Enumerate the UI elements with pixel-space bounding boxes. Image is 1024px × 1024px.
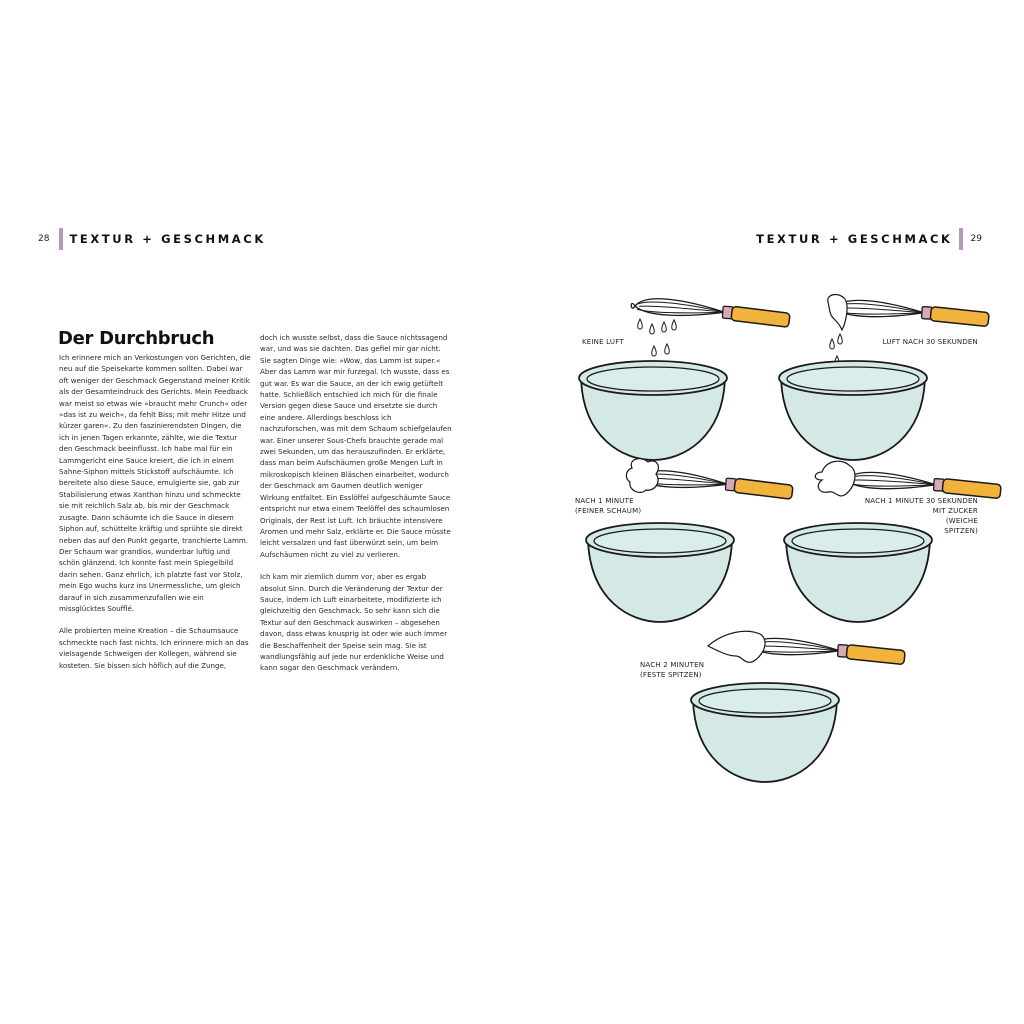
stiff-peaks-foam (708, 631, 765, 662)
whisk-icon (830, 299, 990, 327)
left-page-number: 28 (38, 234, 50, 244)
fine-foam (626, 459, 658, 493)
illustration-label-1min (575, 496, 641, 516)
label-line: (WEICHE (945, 517, 978, 525)
whisk-icon (842, 471, 1002, 499)
bowl-icon (586, 523, 734, 622)
foam-blob (828, 295, 847, 330)
label-line: KEINE LUFT (582, 338, 624, 346)
label-line: LUFT NACH 30 SEKUNDEN (882, 338, 978, 346)
bowl-icon (784, 523, 932, 622)
bowl-icon (779, 361, 927, 460)
illustration-label-no-air (582, 337, 624, 347)
illustration-label-1min30 (865, 496, 978, 536)
whisk-icon (746, 637, 906, 665)
article-headline: Der Durchbruch (58, 328, 215, 349)
left-running-title: TEXTUR + GESCHMACK (69, 232, 266, 246)
label-line: (FEINER SCHAUM) (575, 507, 642, 515)
right-running-title: TEXTUR + GESCHMACK (756, 232, 953, 246)
label-line: NACH 1 MINUTE 30 SEKUNDEN (864, 497, 978, 505)
paragraph: doch ich wusste selbst, dass die Sauce nichtssagend war, und was sie dachten. Das gefiel mir gar nicht. Sie sagten Dinge wie: »Wow, das Lamm ist super.« Aber das Lamm war mir furzegal. Ich wusste, dass es gut war. Es war die Sauce, an der ich ewig getüftelt hatte. Schließlich entschied ich mich für die finale Version gegen diese Sauce und ersetzte sie durch eine andere. Allerdings beschloss ich nachzuforschen, was mit dem Schaum schiefgelaufen war. Einer unserer Sous-Chefs brauchte gerade mal zwei Sekunden, um das herauszufinden. Er erklärte, dass man beim Aufschäumen große Mengen Luft in mikroskopisch kleinen Bläschen einarbeitet, wodurch der Geschmack am Gaumen deutlich weniger Wirkung entfaltet. Ein Esslöffel aufgeschäumte Sauce entspricht nur etwa einem Teelöffel des schaumlosen Originals, der Rest ist Luft. Ich bräuchte intensivere Aromen und mehr Salz, erklärte er. Die Sauce müsste leicht versalzen und fast überwürzt sein, um beim Aufschäumen nicht zu viel zu verlieren. (260, 333, 452, 559)
label-line: SPITZEN) (944, 527, 978, 535)
illustration-label-2min (640, 660, 704, 680)
paragraph: Alle probierten meine Kreation – die Schaumsauce schmeckte nach fast nichts. Ich erinnere mich an das vielsagende Schweigen der Kollegen, während sie kosteten. Sie bissen sich höflich auf die Zunge, (59, 626, 249, 670)
label-line: NACH 2 MINUTEN (640, 661, 705, 669)
whisk-icon (630, 297, 790, 328)
bowl-icon (691, 683, 839, 782)
right-page-number: 29 (970, 234, 982, 244)
paragraph: Ich erinnere mich an Verkostungen von Gerichten, die neu auf die Speisekarte kommen sollten. Dabei war oft weniger der Geschmack Gegenstand meiner Kritik als der Gesamteindruck des Gerichts. Mein Feedback war meist so etwas wie »braucht mehr Crunch« oder »das ist zu weich«, da fehlt Biss; mit mehr Hitze und kürzer garen«. Zu den faszinierendsten Dingen, die ich in jenen Tagen erkannte, zählte, wie die Textur den Geschmack beeinflusst. Ich habe mal für ein Lammgericht eine Sauce kreiert, die ich in einem Sahne-Siphon mittels Stickstoff aufschäumte. Ich bereitete also diese Sauce, emulgierte sie, gab zur Stabilisierung etwas Xanthan hinzu und schmeckte sie mit reichlich Salz ab, bis mir der Geschmack zusagte. Dann schäumte ich die Sauce in diesem Siphon auf, schüttelte kräftig und sprühte sie direkt neben das auf den Punkt gegarte, tranchierte Lamm. Der Schaum war grandios, wunderbar luftig und schön glänzend. Ich konnte fast mein Spiegelbild darin sehen. Ganz ehrlich, ich platzte fast vor Stolz, mein Ego wuchs kurz ins Unermessliche, um gleich darauf in sich zusammenzufallen wie ein missglücktes Soufflé. (59, 353, 251, 613)
paragraph: Ich kam mir ziemlich dumm vor, aber es ergab absolut Sinn. Durch die Veränderung der Textur der Sauce, indem ich Luft einarbeitete, modifizierte ich gleichzeitig den Geschmack. So sehr kann sich die Textur auf den Geschmack auswirken – abgesehen davon, dass etwas knusprig ist oder wie auch immer die Beschaffenheit der Speise sein mag. Sie ist wandlungsfähig auf jede nur erdenkliche Weise und kann sogar den Geschmack verändern. (260, 572, 448, 673)
label-line: MIT ZUCKER (932, 507, 978, 515)
label-line: NACH 1 MINUTE (575, 497, 634, 505)
label-line: (FESTE SPITZEN) (640, 671, 702, 679)
bowl-icon (579, 361, 727, 460)
soft-peaks-foam (815, 461, 855, 496)
illustration-label-30s (883, 337, 978, 347)
